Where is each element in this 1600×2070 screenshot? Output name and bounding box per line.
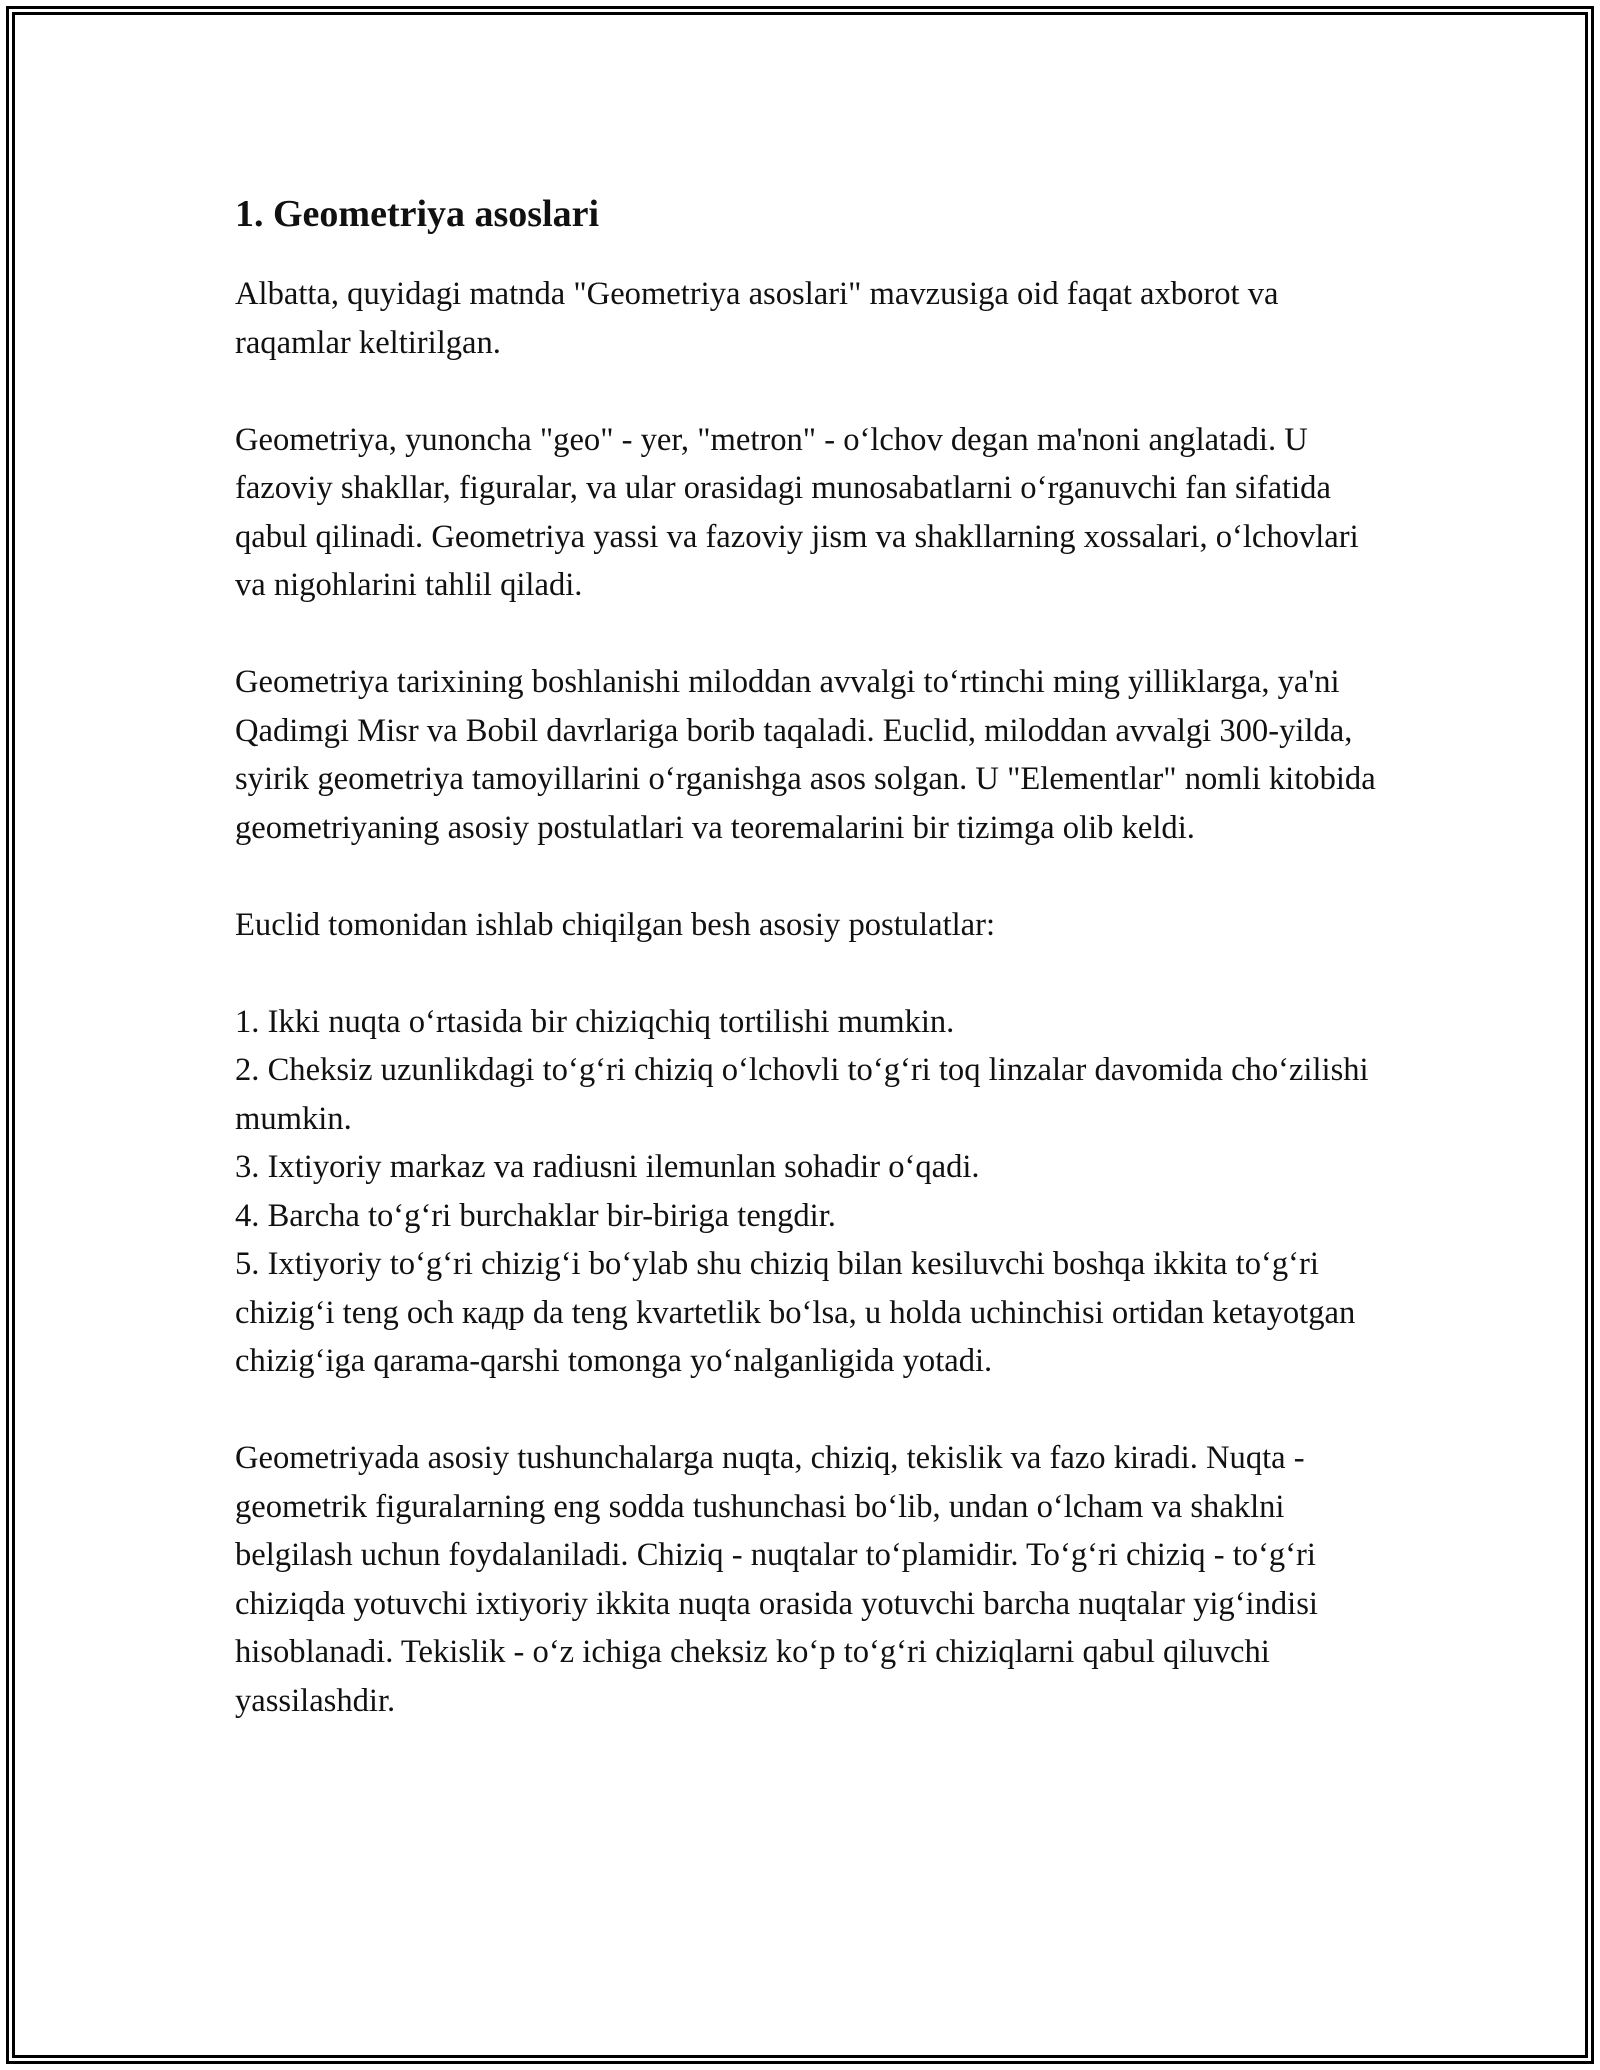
paragraph-gap	[235, 610, 1395, 659]
postulate-item: 2. Cheksiz uzunlikdagi toʻgʻri chiziq oʻlchovli toʻgʻri toq linzalar davomida choʻzilishi mumkin.	[235, 1052, 1369, 1137]
paragraph-gap	[235, 852, 1395, 901]
postulates-intro: Euclid tomonidan ishlab chiqilgan besh asosiy postulatlar:	[235, 906, 996, 943]
postulate-item: 4. Barcha toʻgʻri burchaklar bir-biriga tengdir.	[235, 1197, 836, 1234]
document-body	[235, 188, 1395, 1725]
concepts-paragraph: Geometriyada asosiy tushunchalarga nuqta, chiziq, tekislik va fazo kiradi. Nuqta - geometrik figuralarning eng sodda tushunchasi boʻlib, undan oʻlcham va shaklni belgilash uchun foydalaniladi. Chiziq - nuqtalar toʻplamidir. Toʻgʻri chiziq - toʻgʻri chiziqda yotuvchi ixtiyoriy ikkita nuqta orasida yotuvchi barcha nuqtalar yigʻindisi hisoblanadi. Tekislik - oʻz ichiga cheksiz koʻp toʻgʻri chiziqlarni qabul qiluvchi yassilashdir.	[235, 1440, 1318, 1719]
document-title: 1. Geometriya asoslari	[235, 193, 600, 235]
paragraph-gap	[235, 1386, 1395, 1435]
etymology-paragraph: Geometriya, yunoncha "geo" - yer, "metron" - oʻlchov degan ma'noni anglatadi. U fazoviy shakllar, figuralar, va ular orasidagi munosabatlarni oʻrganuvchi fan sifatida qabul qilinadi. Geometriya yassi va fazoviy jism va shakllarning xossalari, oʻlchovlari va nigohlarini tahlil qiladi.	[235, 421, 1359, 603]
paragraph-gap	[235, 367, 1395, 416]
postulate-item: 1. Ikki nuqta oʻrtasida bir chiziqchiq tortilishi mumkin.	[235, 1003, 955, 1040]
paragraph-gap	[235, 949, 1395, 998]
history-paragraph: Geometriya tarixining boshlanishi miloddan avvalgi toʻrtinchi ming yilliklarga, ya'ni Qadimgi Misr va Bobil davrlariga borib taqaladi. Euclid, miloddan avvalgi 300-yilda, syirik geometriya tamoyillarini oʻrganishga asos solgan. U "Elementlar" nomli kitobida geometriyaning asosiy postulatlari va teoremalarini bir tizimga olib keldi.	[235, 664, 1376, 846]
postulate-item: 5. Ixtiyoriy toʻgʻri chizigʻi boʻylab shu chiziq bilan kesiluvchi boshqa ikkita toʻgʻri chizigʻi teng och кадр da teng kvartetlik boʻlsa, u holda uchinchisi ortidan ketayotgan chizigʻiga qarama-qarshi tomonga yoʻnalganligida yotadi.	[235, 1246, 1356, 1379]
intro-paragraph: Albatta, quyidagi matnda "Geometriya asoslari" mavzusiga oid faqat axborot va raqamlar keltirilgan.	[235, 276, 1279, 361]
postulate-item: 3. Ixtiyoriy markaz va radiusni ilemunlan sohadir oʻqadi.	[235, 1149, 980, 1185]
